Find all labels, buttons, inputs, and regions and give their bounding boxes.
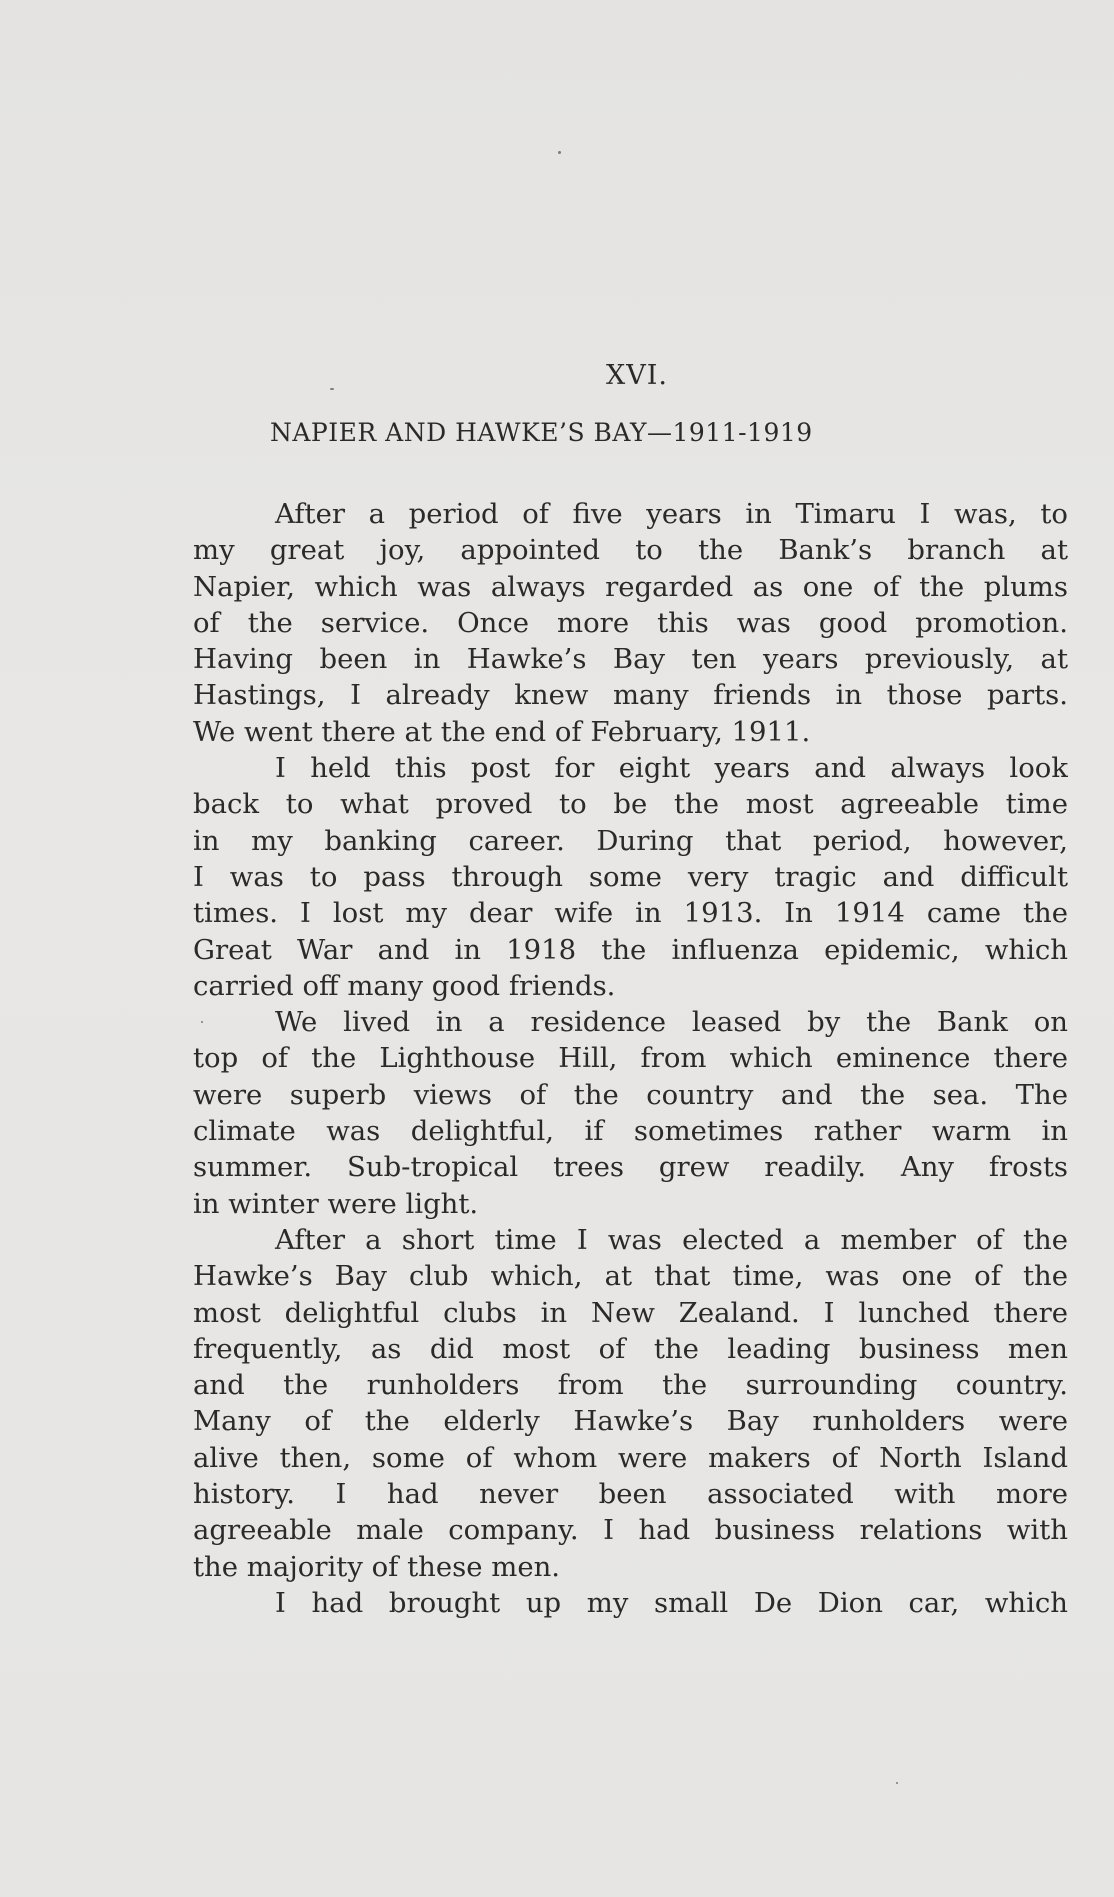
text-line: and the runholders from the surrounding country. (193, 1369, 1068, 1402)
text-line: of the service. Once more this was good promotion. (193, 606, 1068, 639)
chapter-title: NAPIER AND HAWKE’S BAY—1911-1919 (270, 418, 813, 447)
text-line: climate was delightful, if sometimes rather warm in (193, 1115, 1068, 1148)
text-line: Hawke’s Bay club which, at that time, was one of the (193, 1260, 1068, 1293)
text-line: Hastings, I already knew many friends in those parts. (193, 679, 1068, 712)
paragraph-2 (193, 750, 1068, 1004)
paper-speck (558, 151, 561, 154)
text-line: Great War and in 1918 the influenza epidemic, which (193, 933, 1068, 966)
text-line: I was to pass through some very tragic and difficult (193, 860, 1068, 893)
text-line: my great joy, appointed to the Bank’s branch at (193, 534, 1068, 567)
paragraph-4 (193, 1222, 1068, 1585)
text-line: history. I had never been associated with more (193, 1478, 1068, 1511)
text-line: I held this post for eight years and always look (275, 752, 1068, 785)
text-line: Having been in Hawke’s Bay ten years previously, at (193, 643, 1068, 676)
text-line: We went there at the end of February, 1911. (193, 715, 811, 748)
paragraph-1 (193, 496, 1068, 750)
text-line: Napier, which was always regarded as one of the plums (193, 570, 1068, 603)
text-line: We lived in a residence leased by the Bank on (275, 1006, 1068, 1039)
paragraph-5 (193, 1585, 1068, 1621)
paragraph-3 (193, 1004, 1068, 1222)
text-line: I had brought up my small De Dion car, which (275, 1586, 1068, 1619)
text-line: in my banking career. During that period, however, (193, 824, 1068, 857)
text-line: were superb views of the country and the sea. The (193, 1078, 1068, 1111)
text-line: top of the Lighthouse Hill, from which eminence there (193, 1042, 1068, 1075)
text-line: carried off many good friends. (193, 969, 616, 1002)
text-line: frequently, as did most of the leading business men (193, 1332, 1068, 1365)
paper-speck (201, 1021, 203, 1023)
paper-speck (896, 1782, 898, 1784)
chapter-number: XVI. (606, 360, 668, 391)
text-line: in winter were light. (193, 1187, 479, 1220)
text-line: Many of the elderly Hawke’s Bay runholders were (193, 1405, 1068, 1438)
text-line: summer. Sub-tropical trees grew readily. Any frosts (193, 1151, 1068, 1184)
paper-speck (330, 388, 334, 390)
body-text (193, 496, 1068, 1621)
text-line: alive then, some of whom were makers of North Island (193, 1441, 1068, 1474)
text-line: After a period of five years in Timaru I was, to (275, 498, 1068, 530)
text-line: times. I lost my dear wife in 1913. In 1914 came the (193, 897, 1068, 930)
text-line: After a short time I was elected a member of the (275, 1223, 1068, 1256)
text-line: agreeable male company. I had business relations with (193, 1514, 1068, 1547)
text-line: back to what proved to be the most agreeable time (193, 788, 1068, 821)
text-line: most delightful clubs in New Zealand. I lunched there (193, 1296, 1068, 1329)
text-line: the majority of these men. (193, 1550, 561, 1583)
